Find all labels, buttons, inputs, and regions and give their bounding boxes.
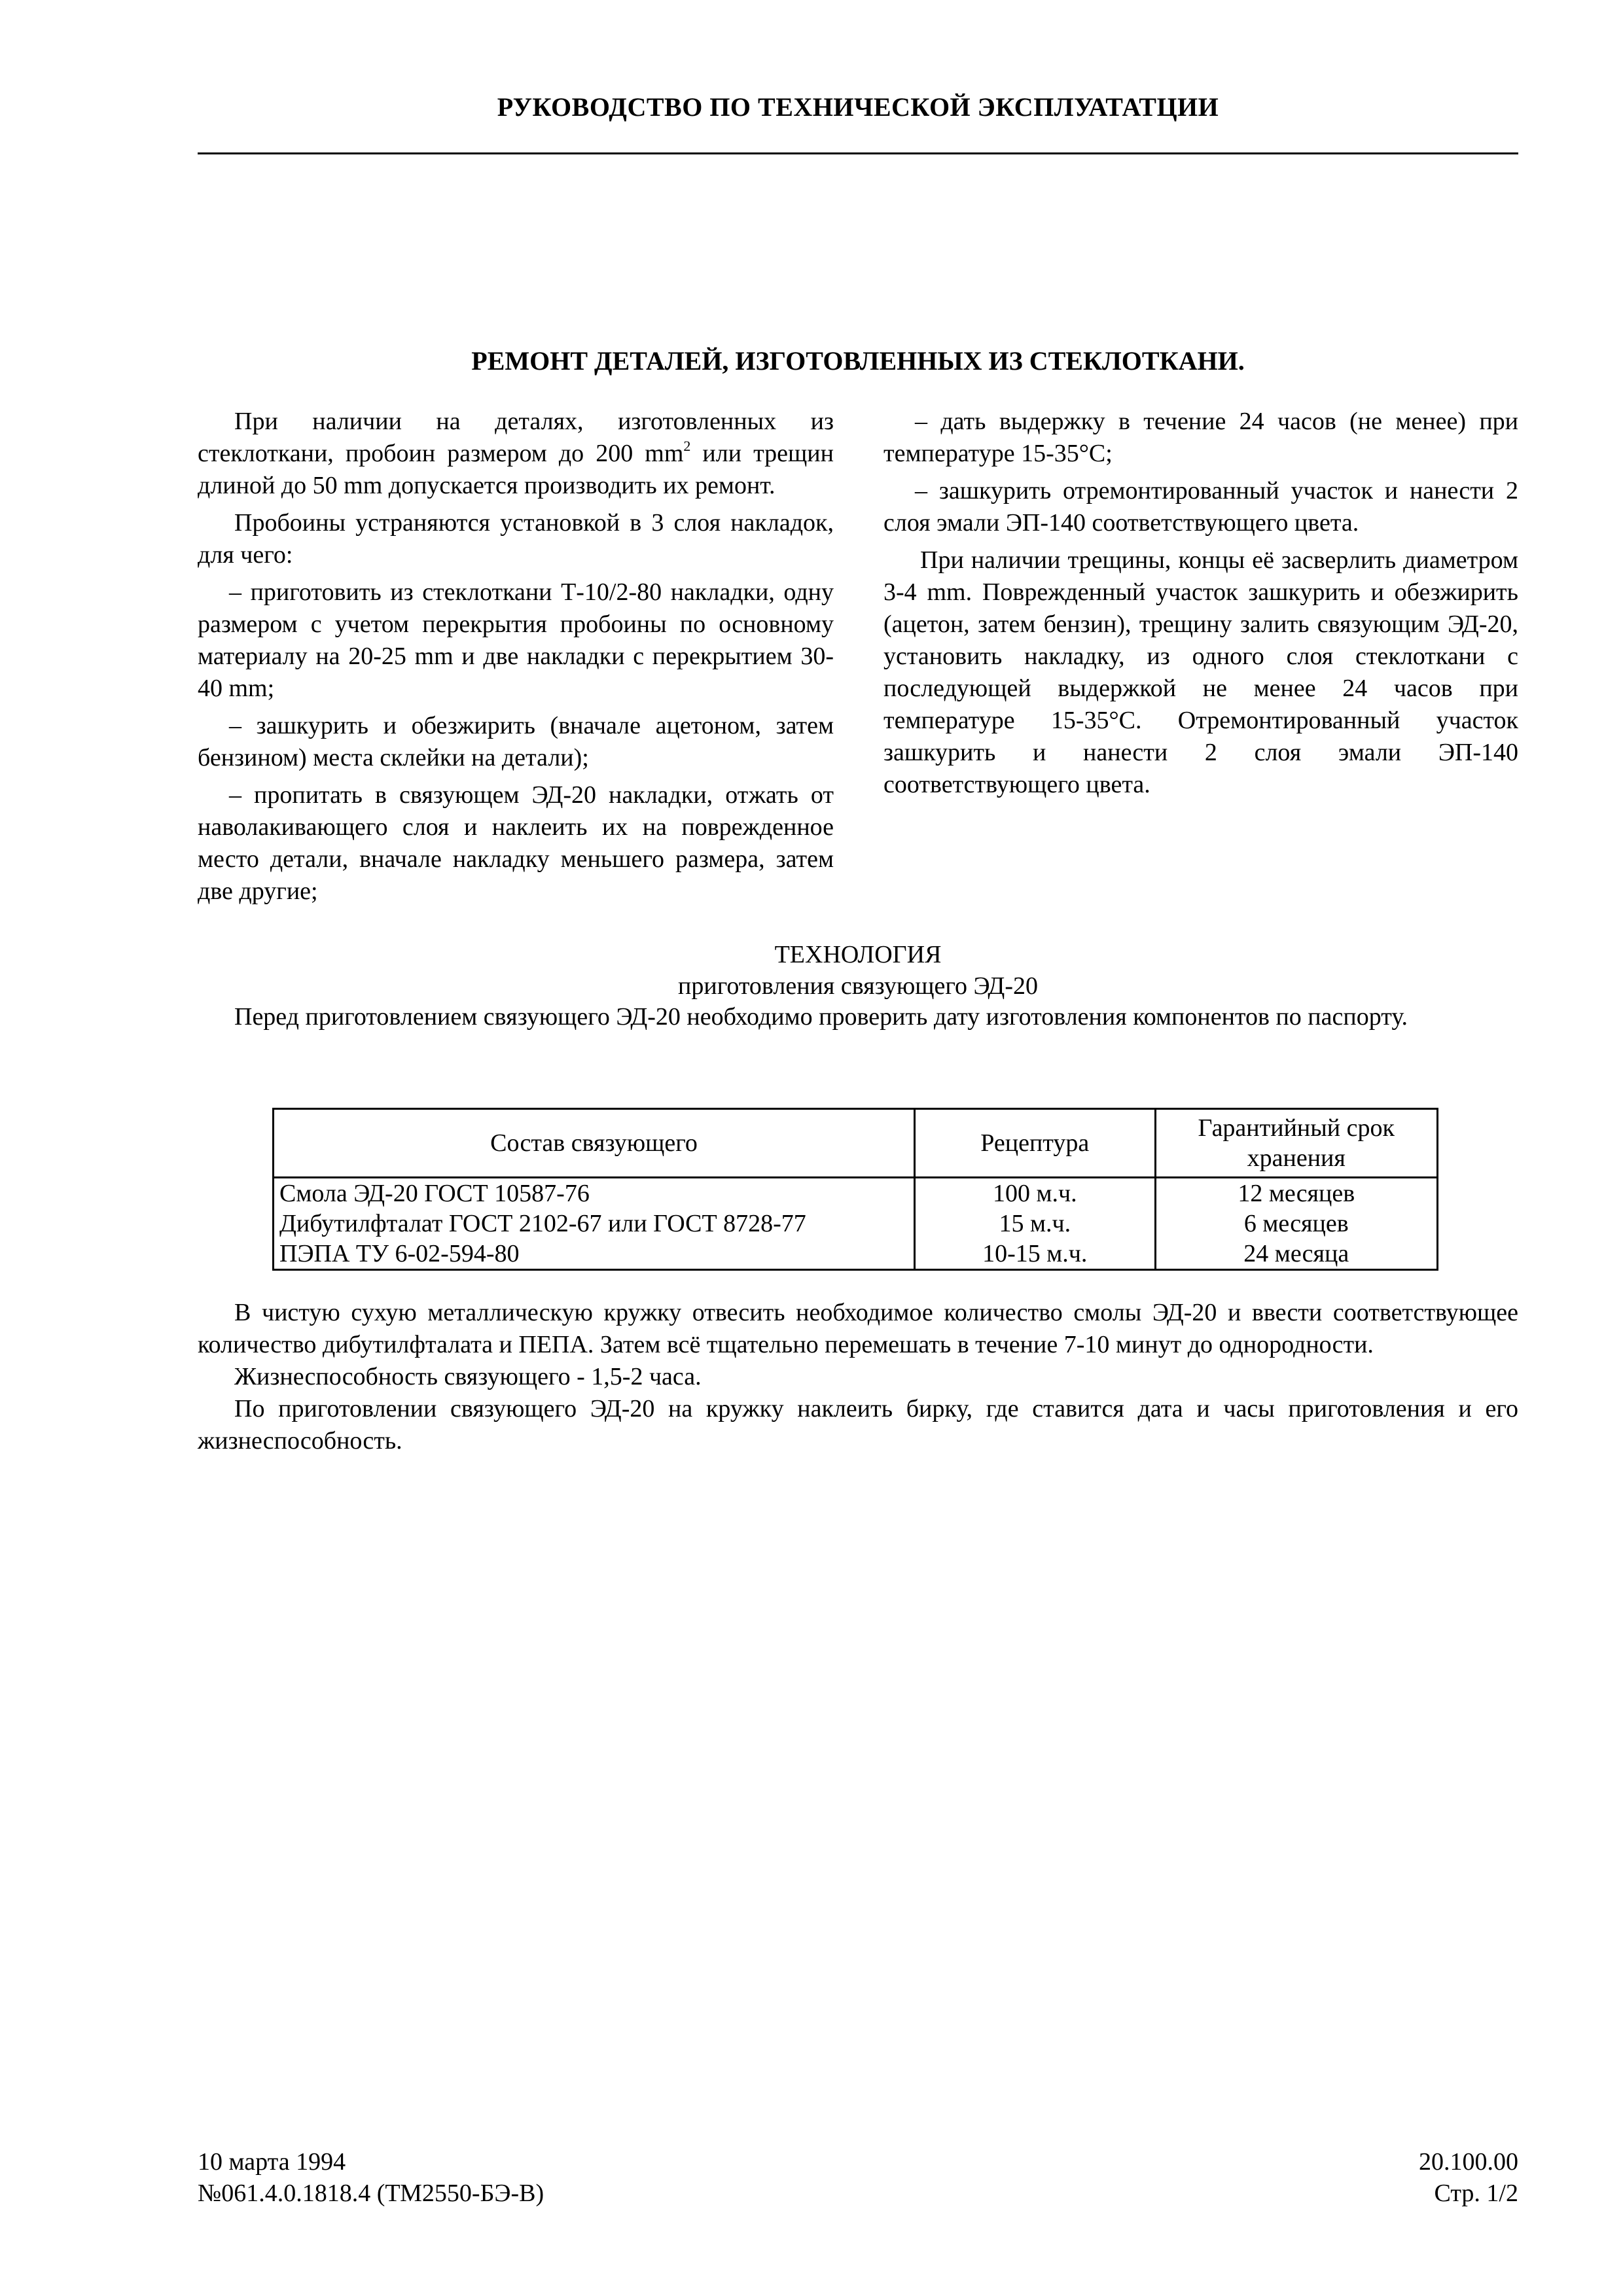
- table-cell-component: ПЭПА ТУ 6-02-594-80: [274, 1239, 915, 1270]
- left-column: [198, 406, 834, 913]
- table-cell-recipe: 100 м.ч.: [915, 1178, 1155, 1209]
- table-row: [274, 1178, 1438, 1209]
- table-cell-shelf-life: 24 месяца: [1155, 1239, 1437, 1270]
- footer-right: [1419, 2146, 1518, 2209]
- technology-title: ТЕХНОЛОГИЯ: [774, 941, 942, 968]
- table-cell-shelf-life: 6 месяцев: [1155, 1209, 1437, 1239]
- list-item-impregnate: – пропитать в связующем ЭД-20 накладки, отжать от наволакивающего слоя и наклеить их на поврежденное место детали, вначале накладку меньшего размера, затем две другие;: [198, 781, 834, 905]
- technology-subtitle: приготовления связующего ЭД-20: [678, 972, 1038, 1000]
- table-cell-shelf-life: 12 месяцев: [1155, 1178, 1437, 1209]
- technology-intro: Перед приготовлением связующего ЭД-20 необходимо проверить дату изготовления компонентов по паспорту.: [234, 1003, 1408, 1031]
- section-title: РЕМОНТ ДЕТАЛЕЙ, ИЗГОТОВЛЕННЫХ ИЗ СТЕКЛОТКАНИ.: [471, 346, 1245, 376]
- table-row: [274, 1209, 1438, 1239]
- header-divider: [198, 152, 1518, 154]
- list-item-prepare-patches: – приготовить из стеклоткани Т-10/2-80 накладки, одну размером с учетом перекрытия пробоины по основному материалу на 20-25 mm и две накладки с перекрытием 30-40 mm;: [198, 578, 834, 702]
- table-header-recipe: Рецептура: [915, 1109, 1155, 1178]
- table-row: [274, 1239, 1438, 1270]
- footer-date: 10 марта 1994: [198, 2148, 346, 2176]
- list-item-sand-degrease: – зашкурить и обезжирить (вначале ацетоном, затем бензином) места склейки на детали);: [198, 712, 834, 771]
- paragraph-intro: [198, 406, 834, 502]
- superscript-squared: 2: [683, 438, 691, 454]
- table-header-row: [274, 1109, 1438, 1178]
- list-item-paint: – зашкурить отремонтированный участок и нанести 2 слоя эмали ЭП-140 соответствующего цвета.: [883, 477, 1518, 537]
- table-cell-recipe: 15 м.ч.: [915, 1209, 1155, 1239]
- intro-text-part2: или трещин длиной до 50 mm допускается производить их ремонт.: [198, 440, 834, 499]
- footer-doc-number: №061.4.0.1818.4 (ТМ2550-БЭ-В): [198, 2180, 544, 2207]
- table-header-shelf-life: Гарантийный срок хранения: [1155, 1109, 1437, 1178]
- paragraph-pot-life: Жизнеспособность связующего - 1,5-2 часа.: [234, 1363, 702, 1390]
- binder-composition-table: [272, 1108, 1438, 1271]
- footer-left: [198, 2146, 544, 2209]
- preparation-instructions: [198, 1297, 1518, 1457]
- paragraph-layers: Пробоины устраняются установкой в 3 слоя накладок, для чего:: [198, 509, 834, 569]
- paragraph-crack-repair: При наличии трещины, концы её засверлить диаметром 3-4 mm. Поврежденный участок зашкурить и обезжирить (ацетон, затем бензин), трещину залить связующим ЭД-20, установить накладку, из одного слоя стеклоткани с последующей выдержкой не менее 24 часов при температуре 15-35°С. Отремонтированный участок зашкурить и нанести 2 слоя эмали ЭП-140 соответствующего цвета.: [883, 546, 1518, 798]
- list-item-cure: – дать выдержку в течение 24 часов (не менее) при температуре 15-35°С;: [883, 408, 1518, 467]
- intro-text-part1: При наличии на деталях, изготовленных из стеклоткани, пробоин размером до 200 mm: [198, 408, 834, 467]
- table-cell-component: Смола ЭД-20 ГОСТ 10587-76: [274, 1178, 915, 1209]
- paragraph-mixing: В чистую сухую металлическую кружку отвесить необходимое количество смолы ЭД-20 и ввести соответствующее количество дибутилфталата и ПЕПА. Затем всё тщательно перемешать в течение 7-10 минут до однородности.: [198, 1299, 1518, 1358]
- table-cell-recipe: 10-15 м.ч.: [915, 1239, 1155, 1270]
- footer-page-number: Стр. 1/2: [1434, 2180, 1518, 2207]
- table-header-composition: Состав связующего: [274, 1109, 915, 1178]
- right-column: [883, 406, 1518, 806]
- footer-code: 20.100.00: [1419, 2148, 1518, 2176]
- document-header-title: РУКОВОДСТВО ПО ТЕХНИЧЕСКОЙ ЭКСПЛУАТАТЦИИ: [497, 92, 1219, 122]
- paragraph-labeling: По приготовлении связующего ЭД-20 на кружку наклеить бирку, где ставится дата и часы приготовления и его жизнеспособность.: [198, 1395, 1518, 1455]
- table-cell-component: Дибутилфталат ГОСТ 2102-67 или ГОСТ 8728-77: [274, 1209, 915, 1239]
